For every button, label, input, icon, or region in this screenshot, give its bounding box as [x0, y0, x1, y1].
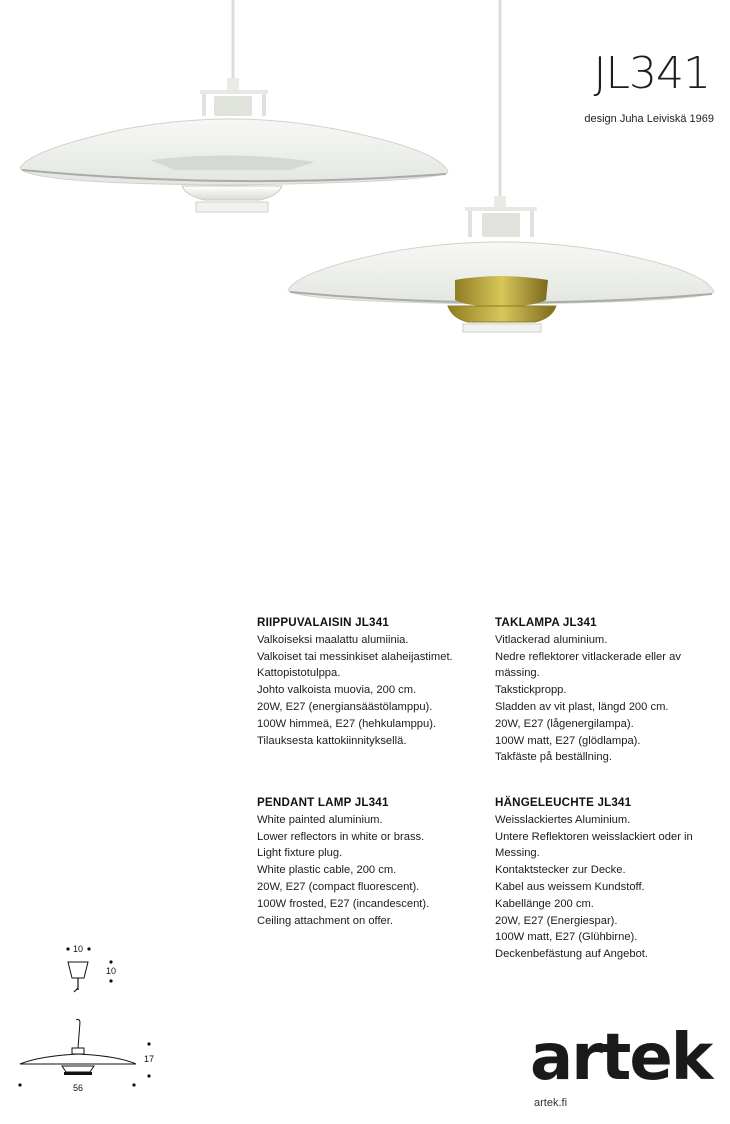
- pendant-lamp-white: [20, 0, 448, 212]
- full-lamp-drawing: [18, 1019, 154, 1093]
- section-swedish: [495, 615, 725, 766]
- spec-line: Messing.: [495, 847, 540, 860]
- spec-line: Light fixture plug.: [257, 847, 343, 860]
- spec-line: Tilauksesta kattokiinnityksellä.: [257, 734, 407, 747]
- section-german: [495, 795, 725, 963]
- spec-line: mässing.: [495, 667, 540, 680]
- diameter-label: 56: [73, 1083, 84, 1093]
- spec-line: Ceiling attachment on offer.: [257, 914, 393, 927]
- spec-line: 20W, E27 (lågenergilampa).: [495, 717, 634, 730]
- spec-line: Kabel aus weissem Kundstoff.: [495, 880, 645, 893]
- spec-line: 100W matt, E27 (Glühbirne).: [495, 931, 638, 944]
- website-link[interactable]: artek.fi: [534, 1097, 568, 1109]
- spec-line: Kabellänge 200 cm.: [495, 897, 594, 910]
- spec-line: Johto valkoista muovia, 200 cm.: [257, 684, 417, 697]
- spec-line: Valkoiset tai messinkiset alaheijastimet.: [257, 650, 453, 663]
- spec-line: Valkoiseksi maalattu alumiinia.: [257, 633, 409, 646]
- top-height-label: 10: [106, 966, 117, 976]
- spec-line: Kattopistotulppa.: [257, 667, 341, 680]
- spec-line: Weisslackiertes Aluminium.: [495, 813, 631, 826]
- spec-line: Vitlackerad aluminium.: [495, 633, 608, 646]
- spec-line: 20W, E27 (compact fluorescent).: [257, 880, 420, 893]
- spec-line: White plastic cable, 200 cm.: [257, 864, 397, 877]
- designer-credit: design Juha Leiviskä 1969: [584, 113, 714, 125]
- spec-line: Sladden av vit plast, längd 200 cm.: [495, 700, 669, 713]
- spec-line: Deckenbefästung auf Angebot.: [495, 948, 649, 961]
- spec-line: White painted aluminium.: [257, 813, 383, 826]
- section-finnish: [257, 615, 487, 749]
- artek-logo: artek: [530, 1021, 712, 1095]
- section-heading: RIIPPUVALAISIN JL341: [257, 616, 389, 629]
- spec-line: Kontaktstecker zur Decke.: [495, 864, 626, 877]
- section-heading: PENDANT LAMP JL341: [257, 796, 389, 809]
- spec-line: 20W, E27 (Energiespar).: [495, 914, 618, 927]
- top-fixture-drawing: [66, 944, 116, 992]
- spec-line: 20W, E27 (energiansäästölamppu).: [257, 700, 433, 713]
- spec-line: 100W himmeä, E27 (hehkulamppu).: [257, 717, 437, 730]
- spec-line: Untere Reflektoren weisslackiert oder in: [495, 830, 693, 843]
- spec-line: 100W frosted, E27 (incandescent).: [257, 897, 430, 910]
- dimension-drawing: [0, 930, 200, 1100]
- section-english: [257, 795, 487, 929]
- section-heading: TAKLAMPA JL341: [495, 616, 597, 629]
- spec-line: Takstickpropp.: [495, 684, 567, 697]
- section-heading: HÄNGELEUCHTE JL341: [495, 796, 632, 809]
- height-label: 17: [144, 1054, 155, 1064]
- spec-line: Nedre reflektorer vitlackerade eller av: [495, 650, 681, 663]
- spec-line: Lower reflectors in white or brass.: [257, 830, 425, 843]
- top-width-label: 10: [73, 944, 84, 954]
- spec-line: Takfäste på beställning.: [495, 751, 612, 764]
- spec-line: 100W matt, E27 (glödlampa).: [495, 734, 641, 747]
- product-title: JL341: [593, 48, 710, 99]
